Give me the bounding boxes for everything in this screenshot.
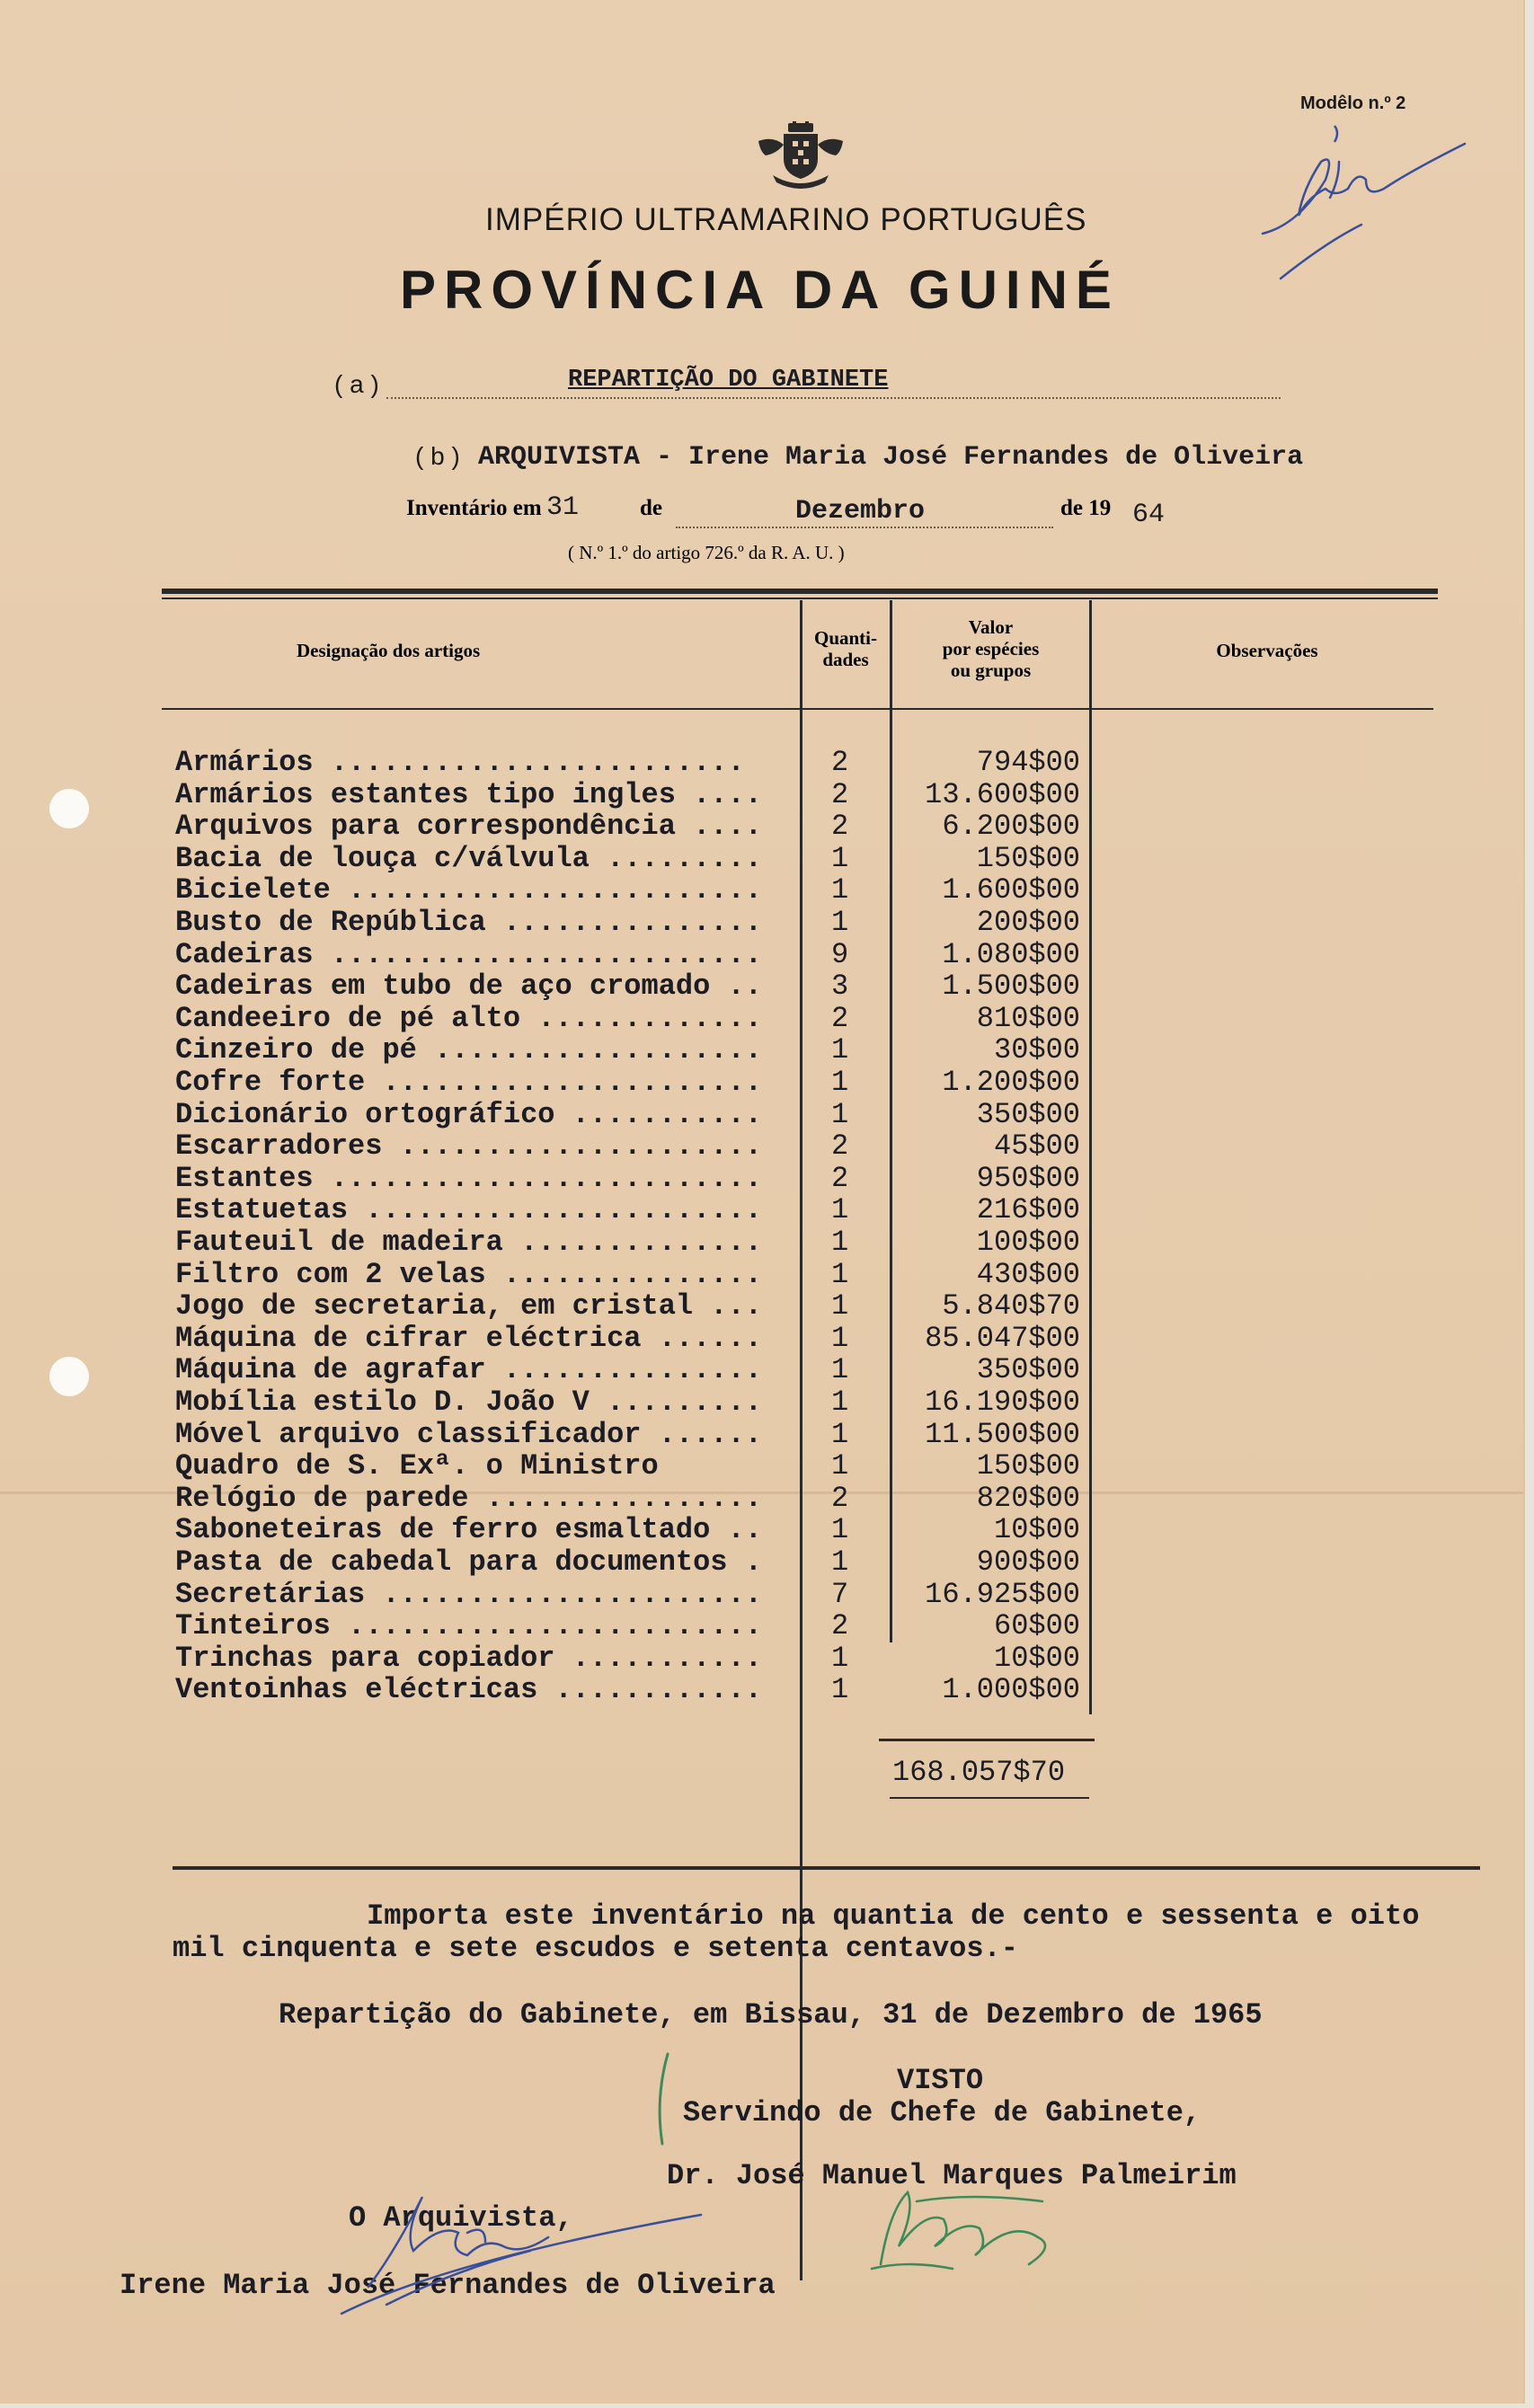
punch-hole <box>49 789 89 828</box>
total-rule <box>879 1739 1095 1741</box>
place-and-date: Repartição do Gabinete, em Bissau, 31 de Dezembro de 1965 <box>279 1998 1263 2032</box>
item-quantity: 1 <box>831 1673 849 1706</box>
table-top-rule <box>162 589 1438 594</box>
head-of-cabinet-name: Dr. José Manuel Marques Palmeirim <box>667 2159 1237 2192</box>
amount-in-words-line-1: Importa este inventário na quantia de cento e sessenta e oito <box>367 1899 1420 1933</box>
item-value: 216$00 <box>976 1193 1080 1226</box>
item-name: Máquina de agrafar ............... <box>175 1353 762 1386</box>
item-quantity: 1 <box>831 1289 849 1323</box>
item-quantity: 2 <box>831 1002 849 1035</box>
item-value: 30$00 <box>993 1033 1080 1067</box>
item-name: Estantes ......................... <box>175 1162 762 1195</box>
item-value: 1.080$00 <box>942 938 1080 971</box>
item-quantity: 1 <box>831 1193 849 1226</box>
item-name: Busto de República ............... <box>175 906 762 939</box>
item-name: Pasta de cabedal para documentos . <box>175 1545 762 1579</box>
item-quantity: 1 <box>831 842 849 875</box>
item-quantity: 1 <box>831 1513 849 1546</box>
item-value: 16.925$00 <box>925 1578 1080 1611</box>
item-quantity: 2 <box>831 810 849 843</box>
total-value: 168.057$70 <box>892 1756 1066 1789</box>
item-name: Estatuetas ....................... <box>175 1193 762 1226</box>
item-value: 16.190$00 <box>925 1385 1080 1419</box>
a-marker: ( a ) <box>334 370 379 398</box>
b-marker: ( b ) <box>415 442 460 470</box>
inventory-day: 31 <box>546 492 580 523</box>
item-name: Trinchas para copiador ........... <box>175 1642 762 1675</box>
signature-top-right <box>1254 108 1478 288</box>
item-quantity: 1 <box>831 1258 849 1291</box>
item-value: 10$00 <box>993 1642 1080 1675</box>
item-value: 950$00 <box>976 1162 1080 1195</box>
item-value: 100$00 <box>976 1226 1080 1259</box>
archivist-label: O Arquivista, <box>349 2201 573 2235</box>
item-name: Filtro com 2 velas ............... <box>175 1258 762 1291</box>
item-quantity: 2 <box>831 1162 849 1195</box>
department-name: REPARTIÇÃO DO GABINETE <box>568 367 889 394</box>
item-quantity: 3 <box>831 969 849 1003</box>
item-value: 430$00 <box>976 1258 1080 1291</box>
total-bottom-rule <box>890 1797 1089 1799</box>
column-divider <box>1089 600 1092 1714</box>
item-name: Quadro de S. Exª. o Ministro <box>175 1449 659 1483</box>
item-name: Escarradores ..................... <box>175 1129 762 1163</box>
empire-title: IMPÉRIO ULTRAMARINO PORTUGUÊS <box>485 202 1087 237</box>
inventory-month: Dezembro <box>795 496 926 527</box>
item-value: 10$00 <box>993 1513 1080 1546</box>
item-name: Relógio de parede ................ <box>175 1482 762 1515</box>
item-value: 820$00 <box>976 1482 1080 1515</box>
item-value: 45$00 <box>993 1129 1080 1163</box>
signature-archivist <box>333 2179 710 2323</box>
item-name: Arquivos para correspondência .... <box>175 810 762 843</box>
item-value: 1.200$00 <box>942 1066 1080 1099</box>
item-quantity: 1 <box>831 1322 849 1355</box>
item-name: Saboneteiras de ferro esmaltado .. <box>175 1513 762 1546</box>
item-quantity: 9 <box>831 938 849 971</box>
approval-mark <box>643 2049 678 2147</box>
item-quantity: 1 <box>831 1385 849 1419</box>
archivist-name: Irene Maria José Fernandes de Oliveira <box>120 2269 776 2302</box>
item-name: Armários estantes tipo ingles .... <box>175 778 762 811</box>
item-quantity: 1 <box>831 906 849 939</box>
inventory-year-suffix: 64 <box>1132 500 1166 530</box>
item-quantity: 1 <box>831 1642 849 1675</box>
item-value: 810$00 <box>976 1002 1080 1035</box>
item-quantity: 1 <box>831 873 849 907</box>
item-quantity: 2 <box>831 1129 849 1163</box>
item-quantity: 2 <box>831 746 849 779</box>
item-quantity: 1 <box>831 1449 849 1483</box>
item-name: Tinteiros ........................ <box>175 1609 762 1642</box>
item-name: Bacia de louça c/válvula ......... <box>175 842 762 875</box>
column-header-designation: Designação dos artigos <box>297 640 481 661</box>
item-quantity: 1 <box>831 1545 849 1579</box>
item-value: 6.200$00 <box>942 810 1080 843</box>
item-name: Cadeiras em tubo de aço cromado .. <box>175 969 762 1003</box>
signature-visto <box>863 2165 1105 2282</box>
item-name: Armários ........................ <box>175 746 745 779</box>
item-quantity: 1 <box>831 1226 849 1259</box>
item-name: Dicionário ortográfico ........... <box>175 1098 762 1131</box>
item-value: 1.500$00 <box>942 969 1080 1003</box>
article-reference: ( N.º 1.º do artigo 726.º da R. A. U. ) <box>568 542 845 563</box>
head-of-cabinet-label: Servindo de Chefe de Gabinete, <box>683 2096 1201 2129</box>
inventory-prefix: Inventário em <box>406 496 542 520</box>
item-name: Candeeiro de pé alto ............. <box>175 1002 762 1035</box>
item-value: 11.500$00 <box>925 1418 1080 1451</box>
column-header-observations: Observações <box>1216 640 1318 661</box>
item-value: 350$00 <box>976 1098 1080 1131</box>
punch-hole <box>49 1357 89 1396</box>
item-quantity: 1 <box>831 1418 849 1451</box>
item-value: 1.600$00 <box>942 873 1080 907</box>
item-name: Fauteuil de madeira .............. <box>175 1226 762 1259</box>
coat-of-arms-icon <box>757 121 845 191</box>
item-quantity: 1 <box>831 1353 849 1386</box>
item-value: 85.047$00 <box>925 1322 1080 1355</box>
item-value: 350$00 <box>976 1353 1080 1386</box>
item-name: Móvel arquivo classificador ...... <box>175 1418 762 1451</box>
item-name: Cadeiras ......................... <box>175 938 762 971</box>
column-header-value: Valor por espécies ou grupos <box>942 616 1040 681</box>
item-name: Mobília estilo D. João V ......... <box>175 1385 762 1419</box>
inventory-de: de <box>640 496 662 520</box>
item-value: 60$00 <box>993 1609 1080 1642</box>
inventory-year-prefix: de 19 <box>1060 496 1112 520</box>
item-name: Cinzeiro de pé ................... <box>175 1033 762 1067</box>
item-quantity: 1 <box>831 1033 849 1067</box>
item-name: Bicielete ........................ <box>175 873 762 907</box>
province-title: PROVÍNCIA DA GUINÉ <box>400 260 1120 320</box>
model-number: Modêlo n.º 2 <box>1300 93 1406 113</box>
archivist-line: ARQUIVISTA - Irene Maria José Fernandes de Oliveira <box>478 442 1304 473</box>
item-value: 150$00 <box>976 842 1080 875</box>
item-value: 13.600$00 <box>925 778 1080 811</box>
item-quantity: 2 <box>831 1482 849 1515</box>
footer-rule <box>173 1866 1480 1870</box>
table-header-rule <box>162 708 1433 710</box>
item-quantity: 1 <box>831 1066 849 1099</box>
item-value: 1.000$00 <box>942 1673 1080 1706</box>
item-name: Máquina de cifrar eléctrica ...... <box>175 1322 762 1355</box>
item-name: Cofre forte ...................... <box>175 1066 762 1099</box>
table-top-rule-thin <box>162 598 1438 599</box>
item-quantity: 1 <box>831 1098 849 1131</box>
visto-label: VISTO <box>897 2064 984 2097</box>
item-value: 5.840$70 <box>942 1289 1080 1323</box>
item-value: 900$00 <box>976 1545 1080 1579</box>
item-value: 794$00 <box>976 746 1080 779</box>
item-quantity: 2 <box>831 1609 849 1642</box>
item-name: Ventoinhas eléctricas ............ <box>175 1673 762 1706</box>
item-name: Secretárias ...................... <box>175 1578 762 1611</box>
item-quantity: 7 <box>831 1578 849 1611</box>
item-quantity: 2 <box>831 778 849 811</box>
item-value: 150$00 <box>976 1449 1080 1483</box>
amount-in-words-line-2: mil cinquenta e sete escudos e setenta centavos.- <box>173 1932 1018 1965</box>
column-header-quantity: Quanti- dades <box>813 627 877 670</box>
item-name: Jogo de secretaria, em cristal ... <box>175 1289 762 1323</box>
item-value: 200$00 <box>976 906 1080 939</box>
